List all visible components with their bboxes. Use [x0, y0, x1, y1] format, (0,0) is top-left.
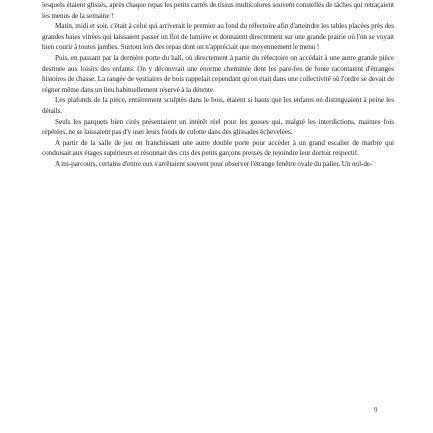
paragraph-7: A mi-parcours, certains d'entre eux s'arrêtaient souvent pour observer l'étrange fenêtre ovale du palier. Un œil-de-: [55, 159, 373, 168]
paragraph-3: Puis, en passant par la dernière porte du hall, où directement à partir du réfectoire on accédait à une autre grande pièce destinée aux loisirs des enfants. On y découvrait une énorme cheminée dont les pare-feu de fonte racontaient d'étranges histoires de chasse. La rangée de vestiaires de bois rappelait cependant qu'on était dans une collectivité où l'ordre se devait de régner même dans un lieu habituellement réservé à la détente.: [42, 53, 394, 94]
body-text: [42, 0, 394, 170]
page-number: 9: [374, 406, 378, 414]
paragraph-5: Seuls les parquets bien cirés présentaient un intérêt réel pour les gosses qui, malgré les interdictions, maintes fois répétées, ne se laissaient pas d'y user leurs fonds de culotte dans des glissades échevelées.: [42, 117, 394, 137]
paragraph-6: A partir de la salle de jeu on franchissant une autre double porte pour accéder à un grand escalier de marbre qui conduisait aux étages supérieurs et résonnait des cris des petits garçons pressés de rejoindre leur dortoir respectif.: [42, 138, 394, 158]
paragraph-2: Matin, midi et soir, c'était à celui qui arriverait le premier au fond du réfectoire afin d'atteindre les tables placées près des grandes baies vitrées qui laissaient passer un flot de lumière et donnaient directement sur une grande prairie où l'on se voyait bien courir à toutes jambes. Surtout lors des repas dont on n'appréciait que moyennement le menu !: [42, 22, 394, 52]
paragraph-1: lesquels étaient glissés, après chaque repas les petits carrés de tissus multicolores souvent constellés de tâches qui retraçaient les menus de la semaine !: [42, 1, 394, 20]
paragraph-4: Les plafonds de la pièce, entièrement sculptés dans le bois, étaient si hauts que les enfants en distinguaient à peine les détails.: [42, 96, 394, 115]
